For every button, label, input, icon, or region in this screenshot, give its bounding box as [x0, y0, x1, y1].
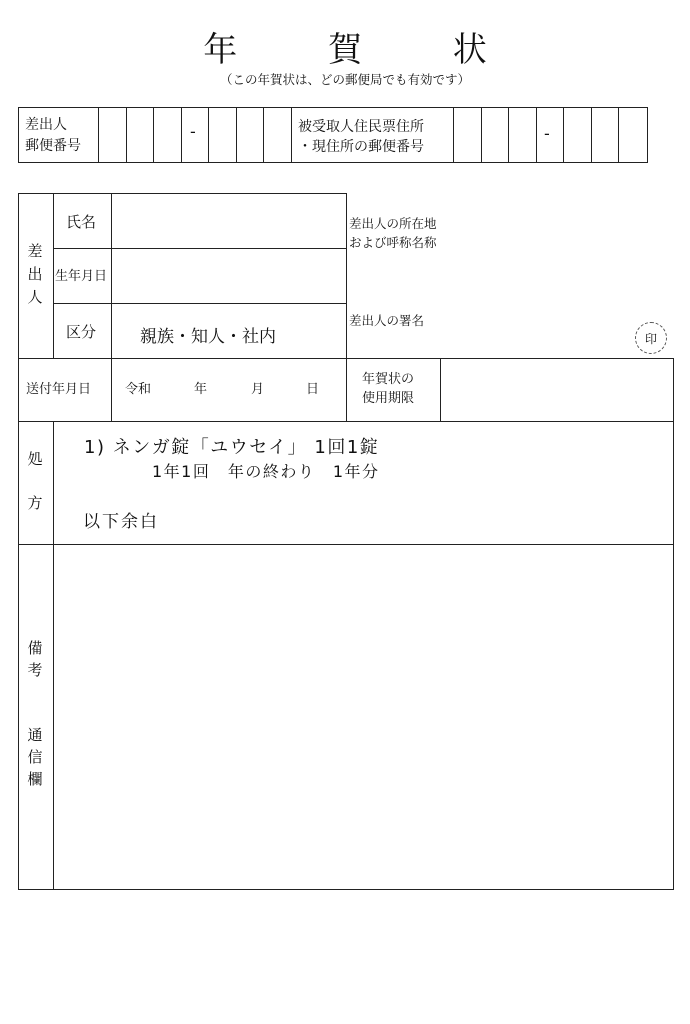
remarks-area[interactable]: [54, 545, 673, 889]
birth-date-label: 生年月日: [55, 269, 108, 284]
category-label: 区分: [66, 323, 97, 341]
prescription-section-char: 処: [27, 450, 43, 468]
sender-signature-label: 差出人の署名: [349, 313, 425, 328]
day-unit-label: 日: [306, 382, 320, 397]
prescription-line-1: 1) ネンガ錠「ユウセイ」 1回1錠: [84, 437, 380, 458]
remarks-section-char: 考: [27, 661, 43, 679]
recipient-postal-dash: -: [544, 124, 550, 143]
sender-address-label-line2: および呼称名称: [349, 235, 437, 250]
validity-label-line2: 使用期限: [362, 391, 415, 406]
era-label: 令和: [125, 382, 152, 397]
sender-postal-dash: -: [190, 122, 196, 141]
remarks-section-char: 信: [27, 748, 43, 766]
page-subtitle: （この年賀状は、どの郵便局でも有効です）: [219, 72, 470, 87]
seal-stamp-icon: 印: [635, 322, 667, 354]
send-date-label: 送付年月日: [26, 382, 92, 397]
sender-postal-label-line1: 差出人: [25, 117, 67, 133]
page-title: 年 賀 状: [203, 30, 527, 70]
remarks-section-char: 欄: [27, 770, 43, 788]
month-unit-label: 月: [251, 382, 265, 397]
recipient-postal-label-line2: ・現住所の郵便番号: [298, 139, 424, 155]
recipient-postal-label-line1: 被受取人住民票住所: [298, 119, 424, 135]
name-label: 氏名: [66, 213, 97, 231]
remarks-section-char: 備: [27, 639, 43, 657]
sender-address-label-line1: 差出人の所在地: [349, 216, 437, 231]
category-value: 親族・知人・社内: [140, 327, 276, 347]
prescription-line-2: 1年1回 年の終わり 1年分: [152, 462, 380, 481]
sender-postal-label-line2: 郵便番号: [25, 138, 81, 154]
sender-section-char: 差: [27, 242, 43, 260]
sender-section-char: 人: [27, 288, 43, 306]
year-unit-label: 年: [194, 382, 208, 397]
validity-label-line1: 年賀状の: [362, 372, 415, 387]
sender-section-char: 出: [27, 265, 43, 283]
prescription-line-3: 以下余白: [83, 512, 159, 532]
prescription-section-char: 方: [27, 494, 43, 512]
remarks-section-char: 通: [27, 726, 43, 744]
